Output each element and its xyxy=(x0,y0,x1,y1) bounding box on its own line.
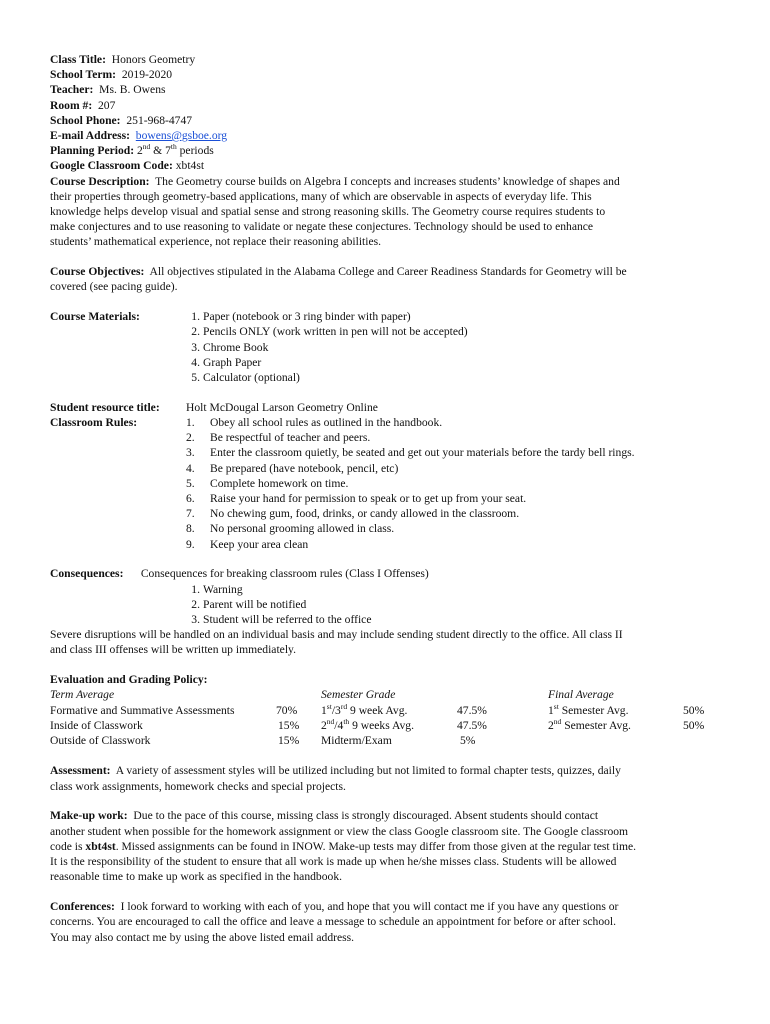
table-row: 2nd Semester Avg. xyxy=(548,717,631,732)
list-item: 4. Be prepared (have notebook, pencil, etc) xyxy=(186,461,399,475)
classroom-rules: Classroom Rules: 1. Obey all school rules as outlined in the handbook. 2. Be respectful of teacher and peers. 3. Enter the classroom quietly, be seated and get out your materials before the tardy bell rings. 4. Be prepared (have notebook, pencil, etc) 5. Complete homework on time. 6. Raise your hand for permission to speak or to get up from your seat. 7. No chewing gum, food, drinks, or candy allowed in the classroom. 8. No personal grooming allowed in class. 9. Keep your area clean xyxy=(50,416,635,551)
room-number: 207 xyxy=(97,98,116,112)
table-row: Outside of Classwork xyxy=(50,734,151,748)
materials-list xyxy=(186,309,468,385)
grading-policy xyxy=(50,672,722,763)
list-item: 3. Enter the classroom quietly, be seated and get out your materials before the tardy bell rings. xyxy=(186,446,635,460)
table-row: Midterm/Exam xyxy=(321,734,392,748)
resource-title: Holt McDougal Larson Geometry Online xyxy=(186,400,378,414)
conferences: Conferences: I look forward to working with each of you, and hope that you will contact me if you have any questions or concerns. You are encouraged to call the office and leave a message to schedule an appointment for before or after school. You may also contact me by using the above listed email address. xyxy=(50,900,619,944)
table-row: 2nd/4th 9 weeks Avg. xyxy=(321,717,415,732)
phone-line: School Phone: 251-968-4747 xyxy=(50,113,193,127)
assessment: Assessment: A variety of assessment styles will be utilized including but not limited to formal chapter tests, quizzes, daily class work assignments, homework checks and special projects. xyxy=(50,764,621,793)
list-item: 1. Obey all school rules as outlined in the handbook. xyxy=(186,416,443,430)
table-row: Formative and Summative Assessments xyxy=(50,703,235,717)
list-item: 5. Complete homework on time. xyxy=(186,476,349,490)
grading-title: Evaluation and Grading Policy: xyxy=(50,673,208,687)
planning-line: Planning Period: 2nd & 7th periods xyxy=(50,142,214,158)
rules-list xyxy=(186,415,635,552)
semester-grade-heading: Semester Grade xyxy=(321,688,396,702)
list-item: 3. Student will be referred to the office xyxy=(191,613,372,627)
school-term: 2019-2020 xyxy=(121,68,173,82)
classroom-code-line: Google Classroom Code: xbt4st xyxy=(50,159,205,173)
school-term-line: School Term: 2019-2020 xyxy=(50,68,173,82)
list-item: 2. Parent will be notified xyxy=(191,597,307,611)
class-title: Honors Geometry xyxy=(111,53,196,66)
makeup-classroom-code: xbt4st xyxy=(85,839,116,853)
student-resource: Student resource title: Holt McDougal Larson Geometry Online xyxy=(50,400,378,414)
course-objectives: Course Objectives: All objectives stipulated in the Alabama College and Career Readiness Standards for Geometry will be covered (see pacing guide). xyxy=(50,265,627,294)
list-item: 6. Raise your hand for permission to speak or to get up from your seat. xyxy=(186,492,527,506)
consequences: Consequences: Consequences for breaking classroom rules (Class I Offenses) 1. Warning 2. Parent will be notified 3. Student will be referred to the office Severe disruptions will be handled on an individual basis and may include sending student directly to the office. All class II and class III offenses will be written up immediately. xyxy=(50,566,722,657)
list-item: 3. Chrome Book xyxy=(191,340,269,354)
list-item: 9. Keep your area clean xyxy=(186,537,309,551)
table-row: 1st Semester Avg. xyxy=(548,701,629,717)
list-item: 1. Paper (notebook or 3 ring binder with paper) xyxy=(191,310,411,324)
consequences-list xyxy=(50,582,722,628)
syllabus-page xyxy=(50,52,722,945)
class-info xyxy=(50,52,722,174)
makeup-work: Make-up work: Due to the pace of this course, missing class is strongly discouraged. Absent students should contact another student when possible for the homework assignment or view the class Google classroom site. The Google classroom code is xbt4st. Missed assignments can be found in INOW. Make-up tests may differ from those given at the regular test time. It is the responsibility of the student to ensure that all work is made up when he/she misses class. Students will be allowed reasonable time to make up work as specified in the handbook. xyxy=(50,809,637,884)
table-row: 1st/3rd 9 week Avg. xyxy=(321,701,408,717)
list-item: 8. No personal grooming allowed in class. xyxy=(186,522,395,536)
course-description: Course Description: The Geometry course builds on Algebra I concepts and increases students’ knowledge of shapes and their properties through geometry-based applications, many of which are observable in aspects of everyday life. This knowledge helps develop visual and spatial sense and strong reasoning skills. The Geometry course requires students to make conjectures and to use reasoning to validate or negate these conjectures. Technology should be used to enhance students’ mathematical experience, not replace their reasoning abilities. xyxy=(50,174,620,249)
school-phone: 251-968-4747 xyxy=(126,113,193,127)
class-title-line: Class Title: Honors Geometry xyxy=(50,53,196,66)
list-item: 1. Warning xyxy=(191,582,243,596)
room-line: Room #: 207 xyxy=(50,98,116,112)
list-item: 5. Calculator (optional) xyxy=(191,371,300,385)
list-item: 4. Graph Paper xyxy=(191,355,262,369)
email-line: E-mail Address: bowens@gsboe.org xyxy=(50,129,228,143)
teacher-line: Teacher: Ms. B. Owens xyxy=(50,83,166,97)
list-item: 2. Be respectful of teacher and peers. xyxy=(186,431,371,445)
list-item: 7. No chewing gum, food, drinks, or candy allowed in the classroom. xyxy=(186,507,520,521)
teacher-name: Ms. B. Owens xyxy=(99,83,166,97)
classroom-code: xbt4st xyxy=(175,159,205,173)
email-link[interactable]: bowens@gsboe.org xyxy=(135,129,228,143)
course-materials: Course Materials: 1. Paper (notebook or 3 ring binder with paper) 2. Pencils ONLY (work written in pen will not be accepted) 3. Chrome Book 4. Graph Paper 5. Calculator (optional) xyxy=(50,310,468,385)
final-average-heading: Final Average xyxy=(548,688,614,702)
grading-table: Term Average Formative and Summative Assessments 70% Inside of Classwork 15% Outside of Classwork 15% Semester Grade 1st/3rd 9 week Avg. 47.5% 2nd/4th 9 weeks Avg. 47.5% Midterm/Exam 5% Final Average 1st Semester Avg. 50% 2nd Semester Avg. 50% xyxy=(50,688,705,748)
list-item: 2. Pencils ONLY (work written in pen will not be accepted) xyxy=(191,325,468,339)
table-row: Inside of Classwork xyxy=(50,718,143,732)
term-average-heading: Term Average xyxy=(50,688,115,702)
